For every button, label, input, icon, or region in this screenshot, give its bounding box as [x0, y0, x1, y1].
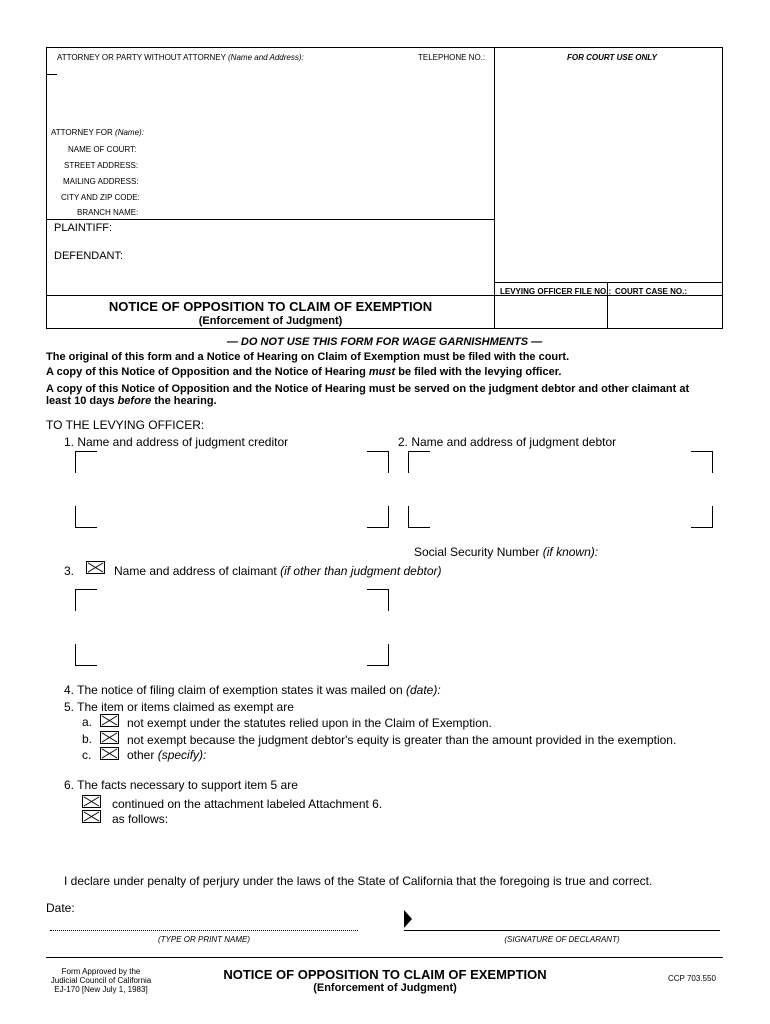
instruction-line-4-pre: least 10 days	[46, 395, 115, 407]
item-4-text: 4. The notice of filing claim of exemption states it was mailed on	[64, 683, 403, 697]
item-5c-text: other	[127, 748, 155, 762]
footer-approved-line-3: EJ-170 [New July 1, 1983]	[54, 985, 148, 994]
court-use-label: FOR COURT USE ONLY	[567, 53, 657, 62]
declaration-text: I declare under penalty of perjury under the laws of the State of California that the foregoing is true and correct.	[64, 874, 653, 888]
city-zip-label: CITY AND ZIP CODE:	[61, 193, 140, 202]
form-title: NOTICE OF OPPOSITION TO CLAIM OF EXEMPTION	[108, 299, 433, 314]
item-5a-checkbox[interactable]	[100, 714, 119, 727]
item-2-label: 2. Name and address of judgment debtor	[398, 435, 617, 449]
item-3-checkbox[interactable]	[86, 561, 105, 574]
instruction-line-2	[46, 366, 561, 379]
item-3-note: (if other than judgment debtor)	[280, 564, 442, 578]
item-6-label: 6. The facts necessary to support item 5 are	[64, 778, 298, 792]
wage-warning: — DO NOT USE THIS FORM FOR WAGE GARNISHMENTS —	[226, 336, 543, 348]
defendant-label: DEFENDANT:	[54, 250, 124, 262]
item-3-text: Name and address of claimant	[114, 564, 277, 578]
item-3-label	[114, 564, 442, 578]
instruction-line-2-pre: A copy of this Notice of Opposition and the Notice of Hearing	[46, 366, 366, 378]
footer-approved-line-2: Judicial Council of California	[50, 976, 152, 985]
to-levying-officer: TO THE LEVYING OFFICER:	[46, 418, 205, 432]
signature-arrow-icon	[403, 909, 413, 929]
court-case-label: COURT CASE NO.:	[615, 287, 687, 296]
ssn-label	[414, 545, 598, 559]
ssn-label-text: Social Security Number	[414, 545, 540, 559]
item-1-label: 1. Name and address of judgment creditor	[64, 435, 289, 449]
item-5b-checkbox[interactable]	[100, 731, 119, 744]
item-5c-label	[127, 748, 206, 762]
item-5a-letter: a.	[82, 715, 93, 729]
item-3-number: 3.	[64, 564, 75, 578]
instruction-line-2-post: be filed with the levying officer.	[398, 366, 562, 378]
item-5-label: 5. The item or items claimed as exempt are	[64, 700, 294, 714]
name-line[interactable]	[50, 930, 358, 931]
item-6-attachment-text: continued on the attachment labeled Attachment 6.	[112, 797, 383, 811]
item-4-note: (date):	[405, 683, 441, 697]
name-of-court-label: NAME OF COURT:	[68, 145, 137, 154]
attorney-for-label	[51, 128, 144, 137]
item-4-label	[64, 683, 441, 697]
attorney-label-text: ATTORNEY OR PARTY WITHOUT ATTORNEY	[57, 53, 226, 62]
item-6-as-follows-text: as follows:	[112, 812, 169, 826]
attorney-label-note: (Name and Address):	[228, 53, 304, 62]
item-5a-text: not exempt under the statutes relied upon in the Claim of Exemption.	[127, 716, 492, 730]
item-5b-text: not exempt because the judgment debtor's equity is greater than the amount provided in the exemption.	[127, 733, 677, 747]
attorney-for-note: (Name):	[115, 128, 144, 137]
ssn-label-note: (if known):	[542, 545, 599, 559]
instruction-line-3: A copy of this Notice of Opposition and the Notice of Hearing must be served on the judgment debtor and other claimant at	[46, 383, 690, 395]
signature-label: (SIGNATURE OF DECLARANT)	[504, 935, 620, 944]
instruction-line-1: The original of this form and a Notice of Hearing on Claim of Exemption must be filed with the court.	[46, 351, 570, 363]
street-address-label: STREET ADDRESS:	[64, 161, 139, 170]
instruction-line-4-post: the hearing.	[154, 395, 217, 407]
footer-title: NOTICE OF OPPOSITION TO CLAIM OF EXEMPTION	[223, 967, 547, 982]
attorney-for-text: ATTORNEY FOR	[51, 128, 113, 137]
item-5b-letter: b.	[82, 732, 93, 746]
type-name-label: (TYPE OR PRINT NAME)	[157, 935, 250, 944]
instruction-line-4	[46, 395, 217, 408]
signature-line[interactable]	[404, 930, 720, 931]
instruction-line-2-em: must	[368, 366, 396, 378]
plaintiff-label: PLAINTIFF:	[54, 222, 113, 234]
form-subtitle: (Enforcement of Judgment)	[198, 315, 343, 327]
date-label: Date:	[46, 901, 75, 915]
instruction-line-4-em: before	[117, 395, 152, 407]
levying-file-label: LEVYING OFFICER FILE NO.:	[500, 287, 612, 296]
footer-rule	[46, 957, 723, 958]
telephone-label: TELEPHONE NO.:	[418, 53, 486, 62]
item-6-attachment-checkbox[interactable]	[82, 795, 101, 808]
attorney-label	[57, 53, 304, 62]
item-5c-letter: c.	[82, 748, 92, 762]
item-5c-note: (specify):	[157, 748, 207, 762]
footer-subtitle: (Enforcement of Judgment)	[313, 982, 457, 994]
item-6-as-follows-checkbox[interactable]	[82, 810, 101, 823]
mailing-address-label: MAILING ADDRESS:	[63, 177, 139, 186]
footer-code: CCP 703.550	[668, 974, 716, 983]
item-5c-checkbox[interactable]	[100, 747, 119, 760]
footer-approved-line-1: Form Approved by the	[61, 967, 141, 976]
branch-name-label: BRANCH NAME:	[77, 208, 139, 217]
footer-approved	[46, 967, 156, 994]
